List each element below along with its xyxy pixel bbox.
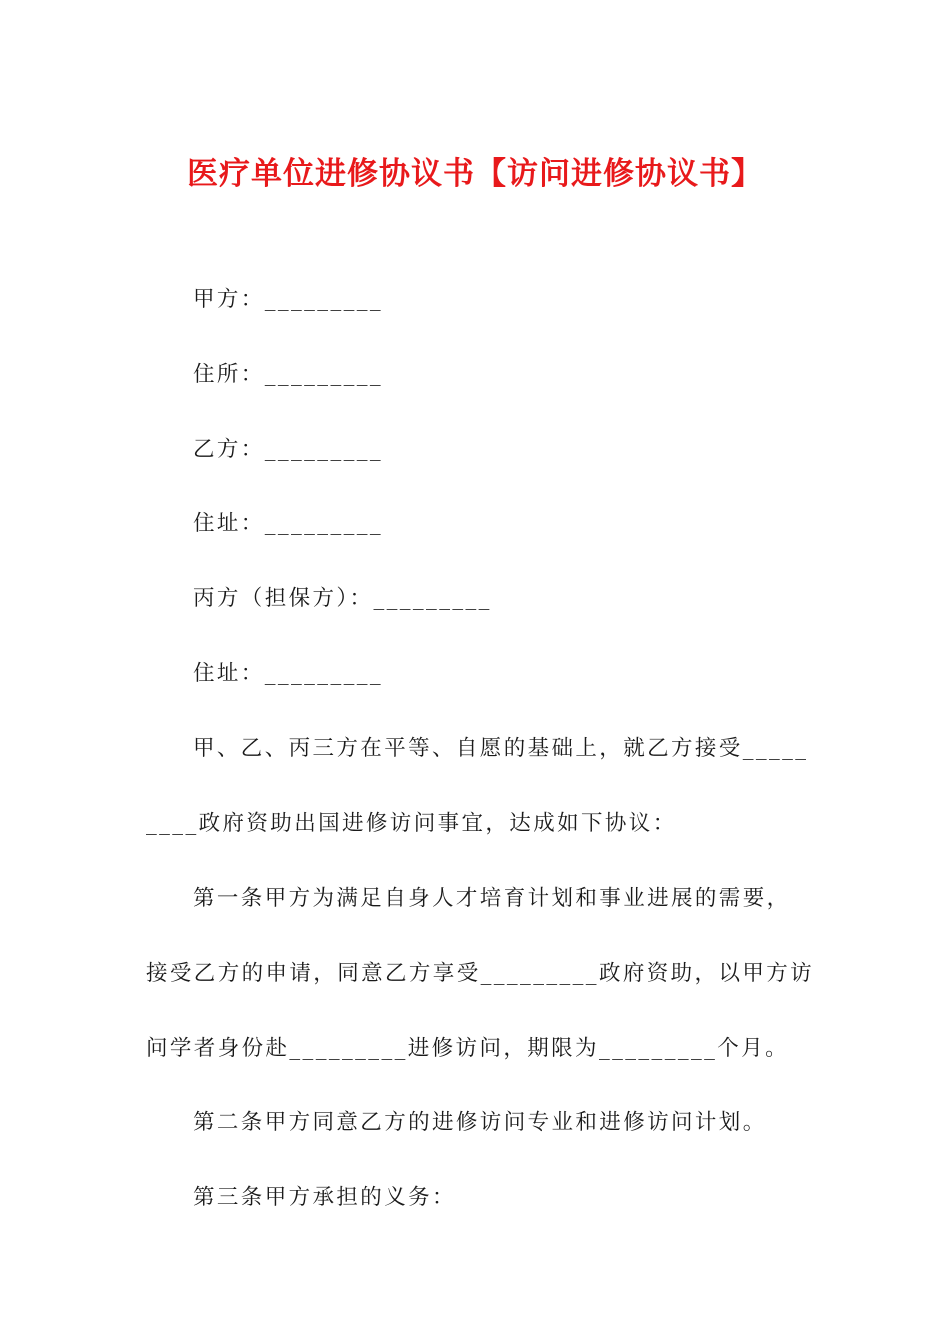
party-b-address-line: 住址：_________: [193, 511, 384, 536]
party-a-line: 甲方：_________: [193, 287, 384, 312]
preamble-line-2: ____政府资助出国进修访问事宜，达成如下协议：: [146, 811, 677, 836]
article-1-line-3: 问学者身份赴_________进修访问，期限为_________个月。: [146, 1036, 790, 1061]
party-c-guarantor-line: 丙方（担保方）：_________: [193, 586, 492, 611]
party-c-address-line: 住址：_________: [193, 661, 384, 686]
article-3-line: 第三条甲方承担的义务：: [193, 1185, 456, 1210]
article-1-line-2: 接受乙方的申请，同意乙方享受_________政府资助，以甲方访: [146, 961, 815, 986]
article-2-line: 第二条甲方同意乙方的进修访问专业和进修访问计划。: [193, 1110, 767, 1135]
document-title: 医疗单位进修协议书【访问进修协议书】: [187, 156, 763, 192]
preamble-line-1: 甲、乙、丙三方在平等、自愿的基础上，就乙方接受_____: [193, 736, 809, 761]
party-b-line: 乙方：_________: [193, 437, 384, 462]
article-1-line-1: 第一条甲方为满足自身人才培育计划和事业进展的需要，: [193, 886, 791, 911]
party-a-residence-line: 住所：_________: [193, 362, 384, 387]
